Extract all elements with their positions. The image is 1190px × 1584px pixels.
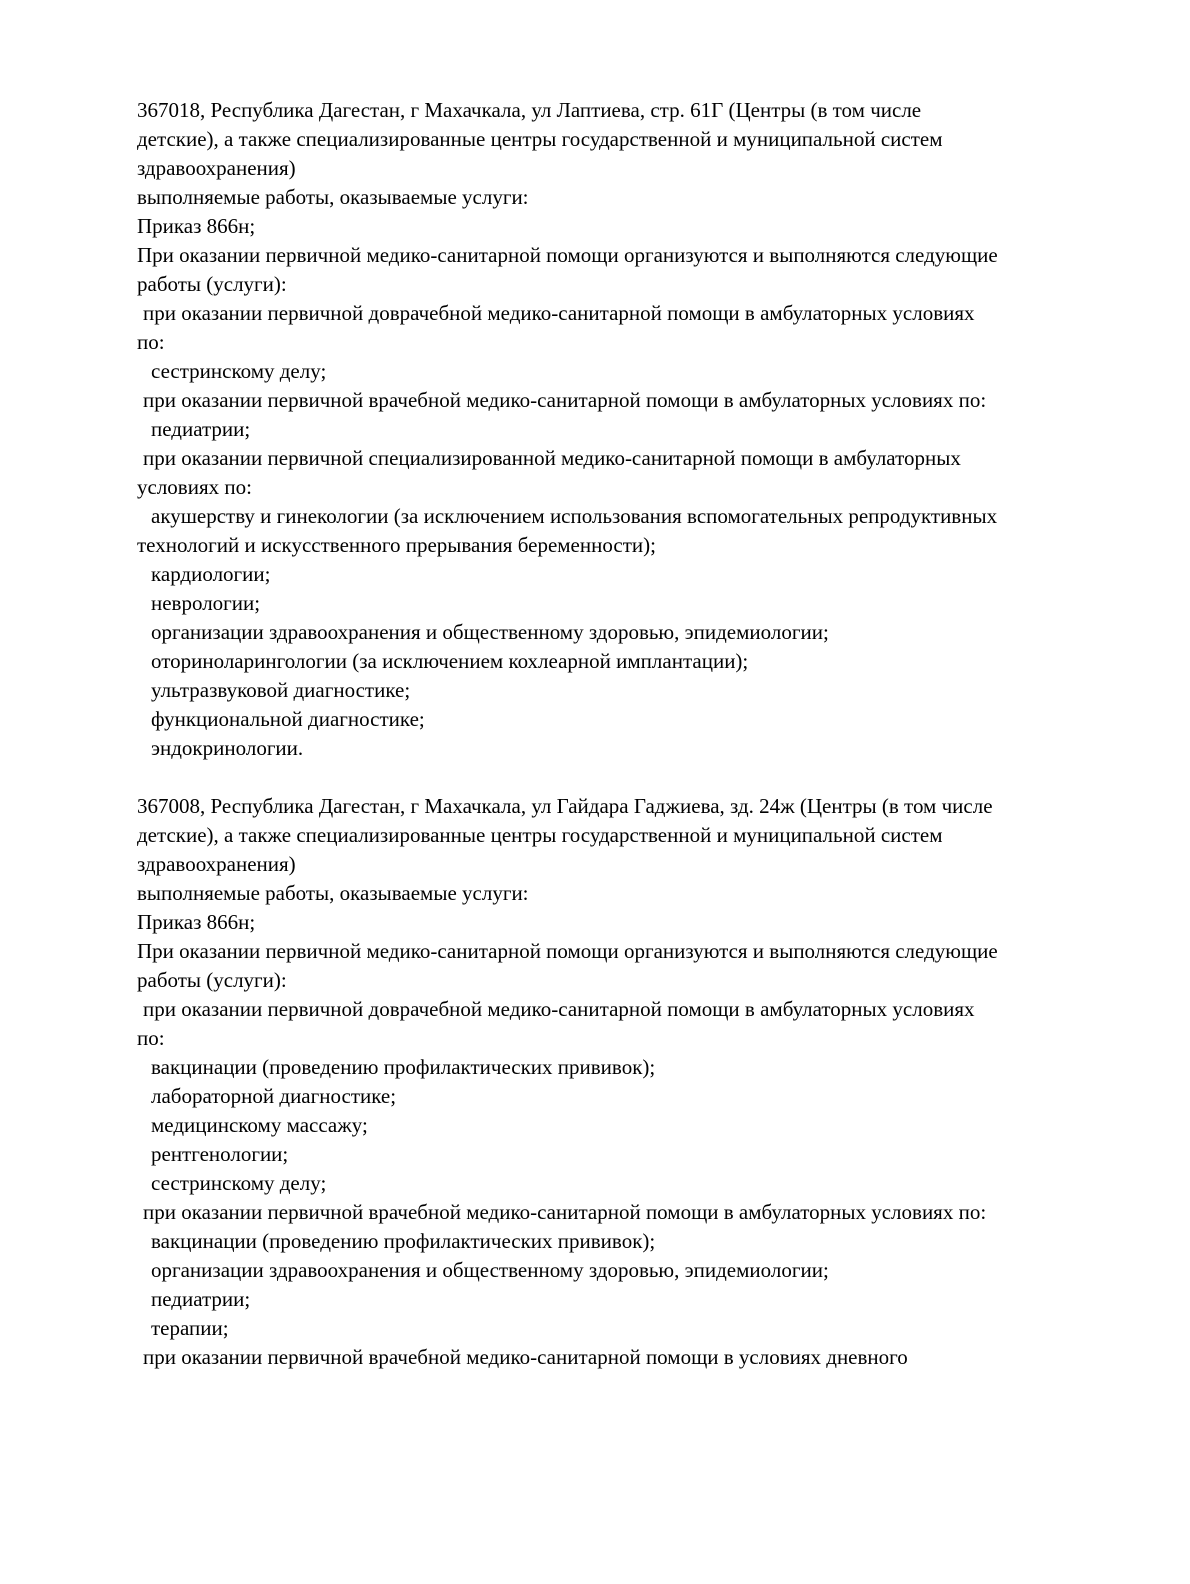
doc-line: Приказ 866н;: [137, 910, 256, 934]
doc-line: рентгенологии;: [151, 1142, 289, 1166]
doc-line: неврологии;: [151, 591, 261, 615]
section-location-367008: [137, 792, 1127, 1372]
doc-line: сестринскому делу;: [151, 1171, 327, 1195]
facility-address-line: 367008, Республика Дагестан, г Махачкала, ул Гайдара Гаджиева, зд. 24ж (Центры (в том числе: [137, 794, 993, 818]
facility-address-line: 367018, Республика Дагестан, г Махачкала, ул Лаптиева, стр. 61Г (Центры (в том числе: [137, 98, 922, 122]
doc-line: эндокринологии.: [151, 736, 304, 760]
doc-line: оториноларингологии (за исключением кохлеарной имплантации);: [151, 649, 749, 673]
doc-line: выполняемые работы, оказываемые услуги:: [137, 881, 529, 905]
doc-line: организации здравоохранения и общественному здоровью, эпидемиологии;: [151, 620, 829, 644]
doc-line: по:: [137, 1026, 165, 1050]
doc-line: функциональной диагностике;: [151, 707, 425, 731]
doc-line: лабораторной диагностике;: [151, 1084, 397, 1108]
license-text-block: [137, 96, 1127, 1372]
doc-line: педиатрии;: [151, 1287, 251, 1311]
doc-line: при оказании первичной доврачебной медико-санитарной помощи в амбулаторных условиях: [143, 301, 975, 325]
doc-line: сестринскому делу;: [151, 359, 327, 383]
doc-line: Приказ 866н;: [137, 214, 256, 238]
doc-line: При оказании первичной медико-санитарной помощи организуются и выполняются следующие: [137, 939, 998, 963]
doc-line: кардиологии;: [151, 562, 271, 586]
doc-line: ультразвуковой диагностике;: [151, 678, 411, 702]
doc-line: при оказании первичной доврачебной медико-санитарной помощи в амбулаторных условиях: [143, 997, 975, 1021]
doc-line: медицинскому массажу;: [151, 1113, 368, 1137]
doc-line: работы (услуги):: [137, 272, 287, 296]
doc-line: вакцинации (проведению профилактических прививок);: [151, 1229, 656, 1253]
doc-line: при оказании первичной врачебной медико-санитарной помощи в амбулаторных условиях по:: [143, 1200, 987, 1224]
doc-line: по:: [137, 330, 165, 354]
doc-line: организации здравоохранения и общественному здоровью, эпидемиологии;: [151, 1258, 829, 1282]
section-location-367018: [137, 96, 1127, 763]
doc-line: детские), а также специализированные центры государственной и муниципальной систем: [137, 127, 943, 151]
doc-line: терапии;: [151, 1316, 229, 1340]
doc-line: при оказании первичной специализированной медико-санитарной помощи в амбулаторных: [143, 446, 961, 470]
doc-line: педиатрии;: [151, 417, 251, 441]
doc-line: вакцинации (проведению профилактических прививок);: [151, 1055, 656, 1079]
doc-line: условиях по:: [137, 475, 252, 499]
doc-line: при оказании первичной врачебной медико-санитарной помощи в условиях дневного: [143, 1345, 908, 1369]
doc-line: при оказании первичной врачебной медико-санитарной помощи в амбулаторных условиях по:: [143, 388, 987, 412]
doc-line: При оказании первичной медико-санитарной помощи организуются и выполняются следующие: [137, 243, 998, 267]
doc-line: технологий и искусственного прерывания беременности);: [137, 533, 656, 557]
doc-line: работы (услуги):: [137, 968, 287, 992]
doc-line: здравоохранения): [137, 156, 296, 180]
doc-line: здравоохранения): [137, 852, 296, 876]
doc-line: акушерству и гинекологии (за исключением использования вспомогательных репродуктивных: [151, 504, 998, 528]
doc-line: выполняемые работы, оказываемые услуги:: [137, 185, 529, 209]
doc-line: детские), а также специализированные центры государственной и муниципальной систем: [137, 823, 943, 847]
